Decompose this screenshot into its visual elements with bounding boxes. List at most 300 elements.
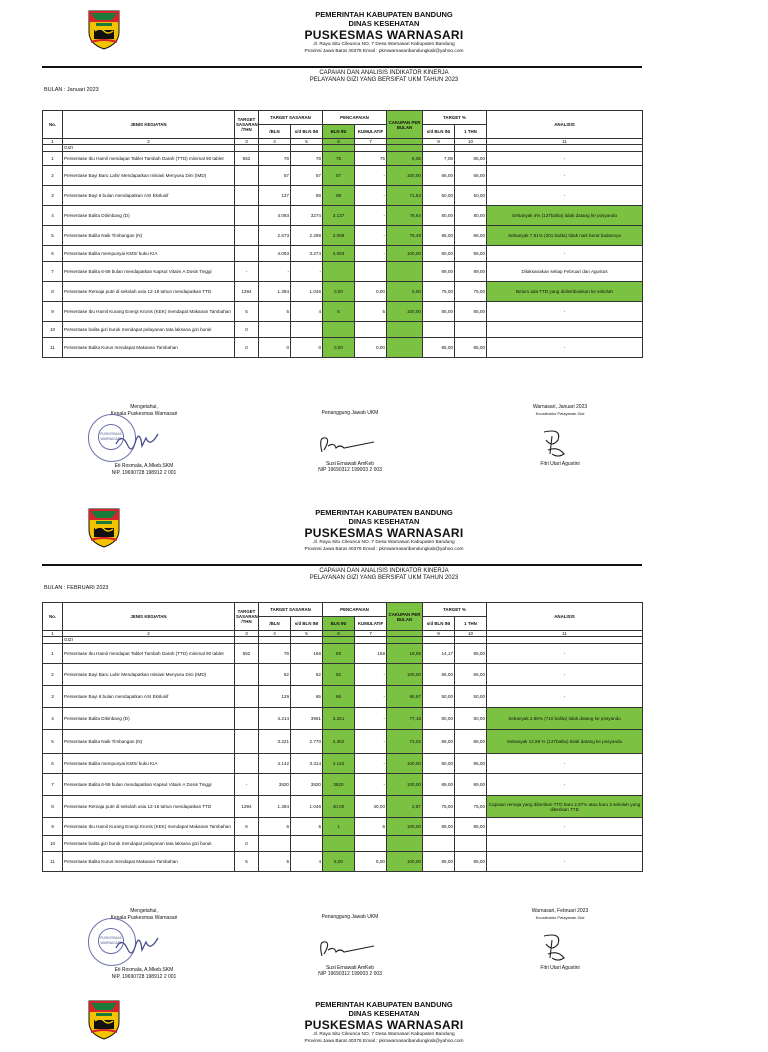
target-pct-to-date: 80,00 (423, 754, 455, 774)
target-pct-year: 95,00 (455, 754, 487, 774)
cumulative-target: 3274 (291, 206, 323, 226)
target-pct-to-date: 7,08 (423, 152, 455, 166)
target-pct-year: 86,00 (455, 730, 487, 754)
row-number: 3 (43, 186, 63, 206)
official-stamp: PUSKESMAS WARNASARI (88, 414, 136, 462)
monthly-target: - (259, 262, 291, 282)
target-pct-year: 86,00 (455, 226, 487, 246)
monthly-target: 1.394 (259, 796, 291, 818)
cumulative-target: 4 (291, 302, 323, 322)
coverage-per-month: 76,64 (387, 206, 423, 226)
analysis: - (487, 754, 643, 774)
row-number: 11 (43, 338, 63, 358)
monthly-target: 1.394 (259, 282, 291, 302)
annual-target: 5 (235, 302, 259, 322)
coverage-per-month: 100,00 (387, 246, 423, 262)
letterhead (0, 990, 768, 1052)
sig-role: Kepala Puskesmas Warnasari (110, 914, 178, 921)
header-pencapaian: PENCAPAIAN (323, 111, 387, 125)
sig-name: Susi Ernawati AmKeb (325, 460, 375, 467)
analysis: - (487, 246, 643, 262)
target-pct-year: 50,00 (455, 186, 487, 206)
header-jenis: JENIS KEGIATAN (63, 111, 235, 139)
section-label: GIZI (63, 637, 235, 644)
monthly-target: 52 (259, 664, 291, 686)
cumulative-target: 1.046 (291, 796, 323, 818)
column-number: 6 (323, 139, 355, 145)
achievement-this-month: 0,00 (323, 282, 355, 302)
column-number: 7 (355, 631, 387, 637)
coverage-per-month: 100,00 (387, 754, 423, 774)
achievement-this-month: 75 (323, 152, 355, 166)
header-sd-bln-ini: s/d BLN INI (291, 125, 323, 139)
target-pct-to-date: 75,00 (423, 282, 455, 302)
analysis: - (487, 166, 643, 186)
target-pct-year: 66,00 (455, 664, 487, 686)
row-number: 5 (43, 730, 63, 754)
row-number: 9 (43, 302, 63, 322)
address-line: Jl. Raya Situ Cileunca NO. 7 Desa Warnasari Kabupaten Bandung (313, 1032, 455, 1037)
column-number: 2 (63, 631, 235, 637)
coverage-per-month: 100,00 (387, 774, 423, 796)
official-stamp: PUSKESMAS WARNASARI (88, 918, 136, 966)
column-number: 5 (291, 631, 323, 637)
analysis: - (487, 338, 643, 358)
row-number: 4 (43, 708, 63, 730)
activity-name: Persentase Ibu Hamil Kurang Energi Kronis (KEK) mendapat Makanan Tambahan (63, 818, 235, 836)
target-pct-year: 80,00 (455, 206, 487, 226)
achievement-this-month: 5,00 (323, 852, 355, 872)
coverage-per-month: 78,49 (387, 226, 423, 246)
column-number: 1 (43, 139, 63, 145)
puskesmas-name: PUSKESMAS WARNASARI (304, 28, 464, 42)
analysis: - (487, 186, 643, 206)
column-number: 9 (423, 631, 455, 637)
monthly-target: 5 (259, 302, 291, 322)
analysis: Dilaksanakan setiap Februari dan Agustus (487, 262, 643, 282)
header-sd-bln-ini2: s/d BLN INI (423, 125, 455, 139)
header-satu-thn: 1 THN (455, 617, 487, 631)
achievement-cumulative: 6 (355, 818, 387, 836)
sig-role: Penanggung Jawab UKM (321, 410, 379, 416)
activity-name: Persentase Balita 6-59 bulan mendapatkan Kapsul Vitaim A Dosis Tinggi (63, 262, 235, 282)
target-pct-to-date: 66,00 (423, 664, 455, 686)
cumulative-target: 156 (291, 644, 323, 664)
monthly-target: 0 (259, 338, 291, 358)
header-sd-bln-ini: s/d BLN INI (291, 617, 323, 631)
header-pencapaian: PENCAPAIAN (323, 603, 387, 617)
activity-name: Persentase Balita Kurus mendapat Makanan Tambahan (63, 852, 235, 872)
column-number: 1 (43, 631, 63, 637)
achievement-this-month: 3820 (323, 774, 355, 796)
target-pct-to-date: 86,00 (423, 226, 455, 246)
sig-nip: NIP. 19690728 198912 2 001 (111, 973, 177, 980)
target-pct-to-date: 80,00 (423, 708, 455, 730)
coverage-per-month: 100,00 (387, 818, 423, 836)
achievement-this-month: 40,00 (323, 796, 355, 818)
row-number: 1 (43, 644, 63, 664)
achievement-cumulative: 40,00 (355, 796, 387, 818)
header-analisis: ANALISIS (487, 603, 643, 631)
sig-name: Fitri Utari Agustini (540, 965, 580, 971)
row-number: 4 (43, 206, 63, 226)
monthly-target: 57 (259, 166, 291, 186)
achievement-cumulative: - (355, 730, 387, 754)
analysis: - (487, 302, 643, 322)
target-pct-to-date: 85,00 (423, 818, 455, 836)
monthly-target: 137 (259, 186, 291, 206)
target-pct-to-date: 86,00 (423, 730, 455, 754)
target-pct-to-date: 75,00 (423, 796, 455, 818)
target-pct-year: 85,00 (455, 818, 487, 836)
activity-name: Persentase Balita Kurus mendapat Makanan Tambahan (63, 338, 235, 358)
column-number: 6 (323, 631, 355, 637)
cumulative-target: 4 (291, 852, 323, 872)
row-number: 2 (43, 166, 63, 186)
column-number: 11 (487, 139, 643, 145)
analysis: - (487, 774, 643, 796)
column-number: 10 (455, 631, 487, 637)
achievement-this-month: 52 (323, 664, 355, 686)
monthly-target: 4.093 (259, 206, 291, 226)
cumulative-target: 69 (291, 186, 323, 206)
target-pct-to-date: 50,00 (423, 686, 455, 708)
cumulative-target: 5 (291, 818, 323, 836)
annual-target: 552 (235, 152, 259, 166)
analysis: Sebanyak 7,51% (201 balita) tidak naik berat badannya (487, 226, 643, 246)
cumulative-target: 65 (291, 686, 323, 708)
report-month: BULAN : Januari 2023 (44, 87, 99, 93)
achievement-this-month: 4.093 (323, 246, 355, 262)
sig-nip: NIP 19690312 199003 2 003 (318, 971, 382, 977)
dept-name: DINAS KESEHATAN (348, 19, 420, 28)
achievement-cumulative: - (355, 186, 387, 206)
header-target-sasaran-thn: TARGET SASARAN /THN (235, 603, 259, 631)
target-pct-to-date: 80,00 (423, 206, 455, 226)
row-number: 8 (43, 282, 63, 302)
cumulative-target: 2.299 (291, 226, 323, 246)
cumulative-target: 0 (291, 338, 323, 358)
header-target-sasaran: TARGET SASARAN (259, 603, 323, 617)
header-jenis: JENIS KEGIATAN (63, 603, 235, 631)
achievement-this-month: 0,00 (323, 338, 355, 358)
header-target-pct: TARGET % (423, 111, 487, 125)
sig-name: Susi Ernawati AmKeb (325, 964, 375, 971)
cumulative-target: 3.314 (291, 754, 323, 774)
annual-target: 1394 (235, 796, 259, 818)
achievement-cumulative: - (355, 774, 387, 796)
header-target-sasaran: TARGET SASARAN (259, 111, 323, 125)
sig-nip: NIP. 19690728 198912 2 001 (111, 469, 177, 476)
activity-name: Persentase Balita Naik Timbangan (N) (63, 226, 235, 246)
achievement-cumulative: - (355, 166, 387, 186)
row-number: 8 (43, 796, 63, 818)
activity-name: Persentase Balita Ditimbang (D) (63, 206, 235, 226)
column-number: 2 (63, 139, 235, 145)
monthly-target: 4.214 (259, 708, 291, 730)
address-line: Jl. Raya Situ Cileunca NO. 7 Desa Warnasari Kabupaten Bandung (313, 42, 455, 47)
coverage-per-month: 0,00 (387, 282, 423, 302)
sig-name: Eti Rosmala, A.Mkeb.SKM (114, 967, 174, 973)
annual-target: 552 (235, 644, 259, 664)
gov-name: PEMERINTAH KABUPATEN BANDUNG (315, 508, 453, 517)
activity-name: Persentase Balita mempunyai KMS/ buku KIA (63, 754, 235, 774)
header-target-sasaran-thn: TARGET SASARAN /THN (235, 111, 259, 139)
achievement-this-month: 5 (323, 302, 355, 322)
column-number: 5 (291, 139, 323, 145)
analysis: - (487, 152, 643, 166)
coverage-per-month: 8,05 (387, 152, 423, 166)
monthly-target: 4.142 (259, 754, 291, 774)
target-pct-year: 80,00 (455, 708, 487, 730)
target-pct-to-date: 85,00 (423, 852, 455, 872)
achievement-cumulative: - (355, 206, 387, 226)
coverage-per-month: 73,02 (387, 730, 423, 754)
activity-name: Persentase Bayi 6 bulan mendapatkan ASI Ekslusif (63, 686, 235, 708)
target-pct-to-date: 89,00 (423, 774, 455, 796)
achievement-this-month: 98 (323, 186, 355, 206)
report-month: BULAN : FEBRUARI 2023 (44, 585, 109, 591)
coverage-per-month: 100,00 (387, 302, 423, 322)
row-number: 10 (43, 836, 63, 852)
target-pct-to-date: 80,00 (423, 246, 455, 262)
header-sd-bln-ini2: s/d BLN INI (423, 617, 455, 631)
analysis: - (487, 818, 643, 836)
achievement-this-month: 83 (323, 644, 355, 664)
annual-target: 0 (235, 836, 259, 852)
analysis: Sebanyak 12,98 % (137balita) tidak datang ke posyandu (487, 730, 643, 754)
coverage-per-month: 66,67 (387, 686, 423, 708)
title-line-2: PELAYANAN GIZI YANG BERSIFAT UKM TAHUN 2023 (309, 77, 459, 83)
gov-name: PEMERINTAH KABUPATEN BANDUNG (315, 1000, 453, 1009)
target-pct-year: 85,00 (455, 302, 487, 322)
analysis: - (487, 686, 643, 708)
header-kumulatif: KUMULATIF (355, 617, 387, 631)
activity-name: Persentase Bayi Baru Lahir Mendapatkan Inisiasi Menyusu Dini (IMD) (63, 166, 235, 186)
achievement-cumulative: 75 (355, 152, 387, 166)
title-line-1: CAPAIAN DAN ANALISIS INDIKATOR KINERJA (319, 70, 449, 76)
row-number: 11 (43, 852, 63, 872)
column-number: 9 (423, 139, 455, 145)
target-pct-to-date: 85,00 (423, 302, 455, 322)
dept-name: DINAS KESEHATAN (348, 1009, 420, 1018)
column-number: 7 (355, 139, 387, 145)
achievement-cumulative: 0,00 (355, 282, 387, 302)
header-no: No. (43, 111, 63, 139)
cumulative-target: 52 (291, 664, 323, 686)
target-pct-year: 75,00 (455, 796, 487, 818)
achievement-cumulative: - (355, 708, 387, 730)
target-pct-to-date: 85,00 (423, 338, 455, 358)
address-line-2: Provinsi Jawa Barat 40376 Email : pkmwarnasaribandungkab@yahoo.com (304, 1038, 464, 1044)
sig-role: Penanggung Jawab UKM (321, 914, 379, 920)
cumulative-target: 57 (291, 166, 323, 186)
analysis: Capaian remaja yang diberikan TTD baru 2,87% atau baru 3 sekolah yang diberikan TTD (487, 796, 643, 818)
row-number: 3 (43, 686, 63, 708)
sig-role: Koordinator Pelayanan Gizi (535, 410, 585, 416)
analysis: - (487, 664, 643, 686)
target-pct-year: 50,00 (455, 686, 487, 708)
analysis: - (487, 852, 643, 872)
monthly-target: 78 (259, 152, 291, 166)
achievement-this-month: 86 (323, 686, 355, 708)
achievement-this-month: 1 (323, 818, 355, 836)
monthly-target: 6 (259, 818, 291, 836)
achievement-this-month: 2.098 (323, 226, 355, 246)
column-number: 3 (235, 631, 259, 637)
row-number: 5 (43, 226, 63, 246)
puskesmas-name: PUSKESMAS WARNASARI (304, 526, 464, 540)
cumulative-target: - (291, 262, 323, 282)
activity-name: Persentase balita gizi buruk mendapat pelayanan tata laksana gizi buruk (63, 836, 235, 852)
annual-target: 6 (235, 818, 259, 836)
achievement-cumulative: 5 (355, 302, 387, 322)
monthly-target: 5 (259, 852, 291, 872)
monthly-target: 3.221 (259, 730, 291, 754)
row-number: 10 (43, 322, 63, 338)
coverage-per-month: 100,00 (387, 852, 423, 872)
activity-name: Persentase Bayi Baru Lahir Mendapatkan Inisiasi Menyusu Dini (IMD) (63, 664, 235, 686)
target-pct-year: 85,00 (455, 338, 487, 358)
header-cakupan: CAKUPAN PER BULAN (387, 603, 423, 631)
address-line-2: Provinsi Jawa Barat 40376 Email : pkmwarnasaribandungkab@yahoo.com (304, 546, 464, 552)
sig-date: Warnasari, Januari 2023 (532, 404, 588, 410)
monthly-target: 4.093 (259, 246, 291, 262)
title-line-2: PELAYANAN GIZI YANG BERSIFAT UKM TAHUN 2023 (309, 575, 459, 581)
analysis: Sebanyak 2,85% (710 balita) tidak datang ke posyandu (487, 708, 643, 730)
row-number: 7 (43, 774, 63, 796)
sig-name: Fitri Utari Agustini (540, 461, 580, 467)
section-label: GIZI (63, 145, 235, 152)
analysis: Sebanyak 4% (137balita) tidak datang ke posyandu (487, 206, 643, 226)
gov-name: PEMERINTAH KABUPATEN BANDUNG (315, 10, 453, 19)
cumulative-target: 1.046 (291, 282, 323, 302)
achievement-cumulative: - (355, 226, 387, 246)
monthly-target: 129 (259, 686, 291, 708)
sig-role: Kepala Puskesmas Warnasari (110, 410, 178, 417)
achievement-this-month: 57 (323, 166, 355, 186)
achievement-cumulative: 0,00 (355, 338, 387, 358)
monthly-target: 78 (259, 644, 291, 664)
puskesmas-name: PUSKESMAS WARNASARI (304, 1018, 464, 1032)
target-pct-to-date: 50,00 (423, 186, 455, 206)
annual-target: - (235, 262, 259, 282)
achievement-cumulative: - (355, 686, 387, 708)
target-pct-year: 85,00 (455, 152, 487, 166)
target-pct-year: 66,00 (455, 166, 487, 186)
achievement-cumulative: - (355, 664, 387, 686)
activity-name: Persentase Balita Ditimbang (D) (63, 708, 235, 730)
target-pct-to-date: 66,00 (423, 166, 455, 186)
row-number: 6 (43, 246, 63, 262)
analysis: Belum ada TTD yang didistribusikan ke sekolah (487, 282, 643, 302)
row-number: 9 (43, 818, 63, 836)
header-satu-thn: 1 THN (455, 125, 487, 139)
coverage-per-month: 100,00 (387, 166, 423, 186)
monthly-target: 3820 (259, 774, 291, 796)
title-line-1: CAPAIAN DAN ANALISIS INDIKATOR KINERJA (319, 568, 449, 574)
achievement-cumulative: 158 (355, 644, 387, 664)
achievement-this-month: 2.352 (323, 730, 355, 754)
target-pct-year: 85,00 (455, 644, 487, 664)
sig-name: Eti Rosmala, A.Mkeb.SKM (114, 463, 174, 469)
header-target-pct: TARGET % (423, 603, 487, 617)
header-per-bln: /BLN (259, 617, 291, 631)
sig-date: Warnasari, Februari 2023 (531, 908, 589, 914)
cumulative-target: 2.770 (291, 730, 323, 754)
target-pct-to-date: 89,00 (423, 262, 455, 282)
target-pct-year: 89,00 (455, 262, 487, 282)
letterhead-text (0, 1000, 768, 1045)
address-line: Jl. Raya Situ Cileunca NO. 7 Desa Warnasari Kabupaten Bandung (313, 540, 455, 545)
annual-target: 5 (235, 852, 259, 872)
activity-name: Persentase Balita mempunyai KMS/ buku KIA (63, 246, 235, 262)
activity-name: Persentase Ibu Hamil Kurang Energi Kronis (KEK) mendapat Makanan Tambahan (63, 302, 235, 322)
column-number: 4 (259, 139, 291, 145)
header-bln-ini: BLN INI (323, 125, 355, 139)
achievement-cumulative: - (355, 754, 387, 774)
activity-name: Persentase Remaja putri di sekolah usia 12-18 tahun mendapatkan TTD (63, 796, 235, 818)
monthly-target: 2.673 (259, 226, 291, 246)
activity-name: Persentase Bayi 6 bulan mendapatkan ASI Ekslusif (63, 186, 235, 206)
activity-name: Persentase Balita 6-59 bulan mendapatkan Kapsul Vitaim A Dosis Tinggi (63, 774, 235, 796)
header-kumulatif: KUMULATIF (355, 125, 387, 139)
column-number: 11 (487, 631, 643, 637)
header-per-bln: /BLN (259, 125, 291, 139)
activity-name: Persentase Balita Naik Timbangan (N) (63, 730, 235, 754)
column-number: 4 (259, 631, 291, 637)
activity-name: Persentase balita gizi buruk mendapat pelayanan tata laksana gizi buruk (63, 322, 235, 338)
achievement-this-month: 3.251 (323, 708, 355, 730)
coverage-per-month: 77,15 (387, 708, 423, 730)
header-bln-ini: BLN INI (323, 617, 355, 631)
sig-label: Mengetahui, (130, 908, 158, 914)
cumulative-target: 3820 (291, 774, 323, 796)
sig-nip: NIP 19690312 199003 2 003 (318, 467, 382, 473)
cumulative-target: 78 (291, 152, 323, 166)
target-pct-year: 75,00 (455, 282, 487, 302)
achievement-cumulative: - (355, 246, 387, 262)
header-no: No. (43, 603, 63, 631)
target-pct-year: 85,00 (455, 852, 487, 872)
target-pct-year: 95,00 (455, 246, 487, 262)
analysis: - (487, 644, 643, 664)
coverage-per-month: 2,87 (387, 796, 423, 818)
dept-name: DINAS KESEHATAN (348, 517, 420, 526)
column-number: 3 (235, 139, 259, 145)
annual-target: - (235, 774, 259, 796)
coverage-per-month: 71,53 (387, 186, 423, 206)
row-number: 6 (43, 754, 63, 774)
sig-role: Koordinator Pelayanan Gizi (535, 914, 585, 920)
annual-target: 1394 (235, 282, 259, 302)
coverage-per-month: 100,00 (387, 664, 423, 686)
achievement-this-month: 3.137 (323, 206, 355, 226)
coverage-per-month: 16,95 (387, 644, 423, 664)
target-pct-year: 89,00 (455, 774, 487, 796)
column-number: 10 (455, 139, 487, 145)
annual-target: 0 (235, 338, 259, 358)
activity-name: Persentase Ibu Hamil mendapat Tablet Tambah Darah (TTD) minimal 90 tablet (63, 644, 235, 664)
cumulative-target: 3.274 (291, 246, 323, 262)
address-line-2: Provinsi Jawa Barat 40376 Email : pkmwarnasaribandungkab@yahoo.com (304, 48, 464, 54)
sig-label: Mengetahui, (130, 404, 158, 410)
activity-name: Persentase Remaja putri di sekolah usia 12-18 tahun mendapatkan TTD (63, 282, 235, 302)
target-pct-to-date: 14,17 (423, 644, 455, 664)
row-number: 1 (43, 152, 63, 166)
row-number: 2 (43, 664, 63, 686)
cumulative-target: 3961 (291, 708, 323, 730)
